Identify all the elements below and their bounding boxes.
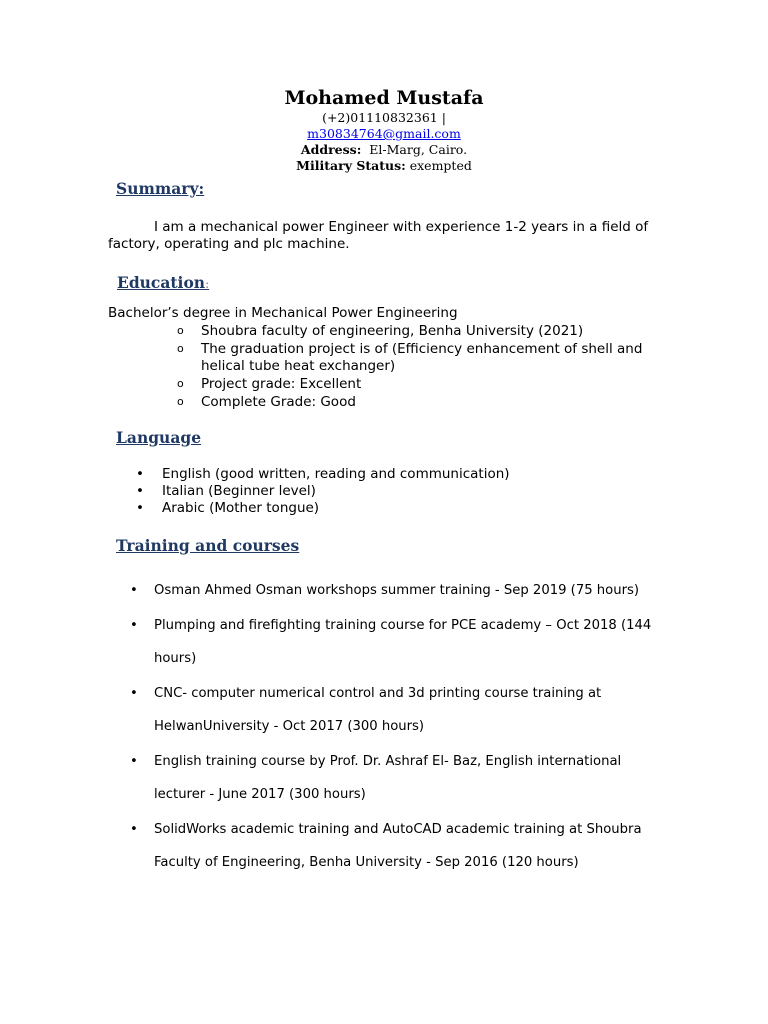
education-heading-colon: : <box>205 277 210 291</box>
education-heading-text: Education <box>117 273 206 292</box>
candidate-name: Mohamed Mustafa <box>284 87 484 109</box>
address-label: Address <box>300 142 357 157</box>
military-status-value: exempted <box>409 158 472 173</box>
list-item <box>128 609 668 675</box>
dot-bullet-icon: • <box>130 583 138 598</box>
email-line <box>0 126 768 142</box>
education-item-text: Complete Grade: Good <box>201 393 356 410</box>
list-item <box>136 500 510 517</box>
email-link[interactable]: m30834764@gmail.com <box>307 126 461 141</box>
list-item <box>136 483 510 500</box>
list-item <box>128 677 668 743</box>
circle-bullet-icon: o <box>177 376 184 390</box>
dot-bullet-icon: • <box>136 500 144 516</box>
dot-bullet-icon: • <box>130 754 138 769</box>
training-item-text: CNC- computer numerical control and 3d printing course training at HelwanUniversity - Oct 2017 (300 hours) <box>154 686 602 734</box>
language-list <box>136 466 510 517</box>
dot-bullet-icon: • <box>130 686 138 701</box>
language-item-text: English (good written, reading and communication) <box>162 466 510 482</box>
list-item <box>175 323 655 340</box>
education-item-text: Project grade: Excellent <box>201 375 362 392</box>
address-line: Address: El-Marg, Cairo. <box>300 142 468 157</box>
education-degree: Bachelor’s degree in Mechanical Power Engineering <box>108 305 458 321</box>
language-item-text: Arabic (Mother tongue) <box>162 500 320 516</box>
resume-header <box>0 86 768 174</box>
language-heading: Language <box>116 428 202 447</box>
circle-bullet-icon: o <box>177 394 184 408</box>
training-item-text: SolidWorks academic training and AutoCAD academic training at Shoubra Faculty of Engineering, Benha University - Sep 2016 (120 hours) <box>154 822 642 870</box>
dot-bullet-icon: • <box>130 822 138 837</box>
education-item-text: Shoubra faculty of engineering, Benha University (2021) <box>201 323 584 339</box>
list-item <box>128 745 668 811</box>
dot-bullet-icon: • <box>136 466 144 482</box>
education-heading <box>117 273 209 294</box>
education-list <box>175 323 655 412</box>
military-status-line <box>0 158 768 174</box>
phone-number: (+2)01110832361 | <box>322 110 446 125</box>
list-item <box>128 813 668 879</box>
training-item-text: Osman Ahmed Osman workshops summer training - Sep 2019 (75 hours) <box>154 583 640 598</box>
address-value: El-Marg, Cairo. <box>369 142 468 157</box>
dot-bullet-icon: • <box>136 483 144 499</box>
language-item-text: Italian (Beginner level) <box>162 483 316 499</box>
circle-bullet-icon: o <box>177 342 184 355</box>
circle-bullet-icon: o <box>177 324 184 337</box>
training-heading: Training and courses <box>116 536 300 555</box>
training-list <box>128 574 668 881</box>
list-item <box>128 574 668 607</box>
summary-body: I am a mechanical power Engineer with experience 1-2 years in a field of factory, operating and plc machine. <box>108 219 649 252</box>
list-item <box>175 394 655 411</box>
summary-text <box>108 219 653 253</box>
summary-heading: Summary: <box>116 179 205 198</box>
training-item-text: English training course by Prof. Dr. Ashraf El- Baz, English international lecturer - June 2017 (300 hours) <box>154 754 622 802</box>
list-item <box>136 466 510 483</box>
training-item-text: Plumping and firefighting training course for PCE academy – Oct 2018 (144 hours) <box>154 618 652 666</box>
list-item <box>175 376 655 393</box>
list-item <box>175 341 655 374</box>
military-status-label: Military Status: <box>296 158 406 173</box>
dot-bullet-icon: • <box>130 618 138 633</box>
education-item-text: The graduation project is of (Efficiency enhancement of shell and helical tube heat exchanger) <box>201 341 643 374</box>
